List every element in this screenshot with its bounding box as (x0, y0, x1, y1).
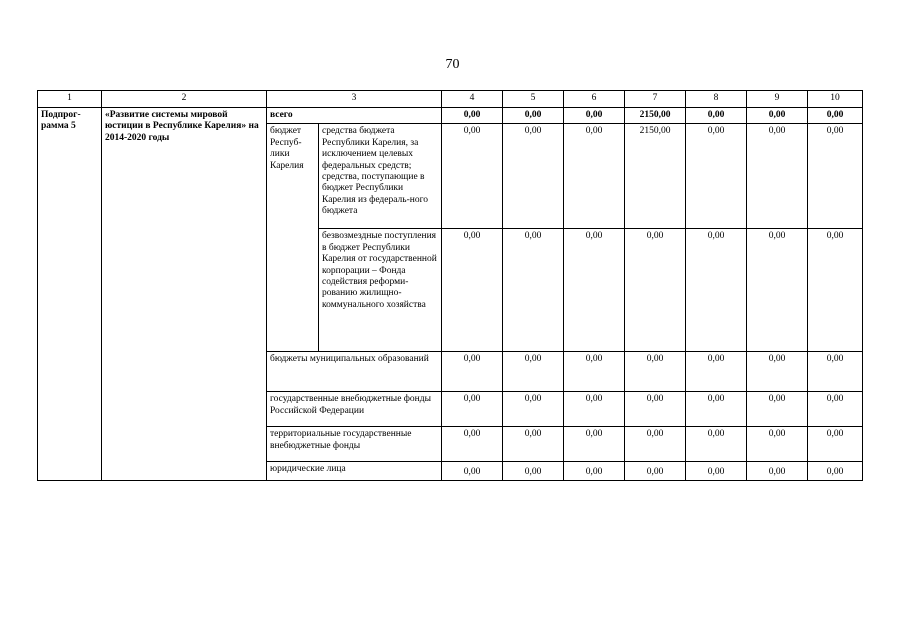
value-cell: 0,00 (503, 124, 564, 229)
header-cell: 10 (808, 91, 863, 108)
value-cell: 0,00 (442, 124, 503, 229)
value-cell: 0,00 (442, 108, 503, 124)
row-label: всего (267, 108, 442, 124)
program-name: «Развитие системы мировой юстиции в Республике Карелия» на 2014-2020 годы (102, 108, 267, 481)
value-cell: 0,00 (686, 392, 747, 427)
value-cell: 0,00 (625, 427, 686, 462)
value-cell: 0,00 (686, 124, 747, 229)
value-cell: 0,00 (503, 462, 564, 481)
value-cell: 2150,00 (625, 108, 686, 124)
header-cell: 6 (564, 91, 625, 108)
value-cell: 0,00 (625, 462, 686, 481)
header-cell: 3 (267, 91, 442, 108)
value-cell: 0,00 (747, 392, 808, 427)
value-cell: 0,00 (442, 229, 503, 352)
row-label: юридические лица (267, 462, 442, 481)
value-cell: 0,00 (503, 229, 564, 352)
value-cell: 0,00 (747, 427, 808, 462)
value-cell: 0,00 (564, 462, 625, 481)
row-label: территориальные государственные внебюджетные фонды (267, 427, 442, 462)
row-label: средства бюджета Республики Карелия, за исключением целевых федеральных средств; средства, поступающие в бюджет Республики Карелия из федераль-ного бюджета (319, 124, 442, 229)
value-cell: 0,00 (808, 392, 863, 427)
budget-table (37, 90, 863, 481)
value-cell: 0,00 (564, 392, 625, 427)
value-cell: 0,00 (503, 108, 564, 124)
value-cell: 0,00 (686, 108, 747, 124)
value-cell: 0,00 (625, 229, 686, 352)
value-cell: 0,00 (747, 352, 808, 392)
value-cell: 0,00 (686, 229, 747, 352)
value-cell: 0,00 (808, 352, 863, 392)
value-cell: 0,00 (686, 352, 747, 392)
header-cell: 7 (625, 91, 686, 108)
value-cell: 0,00 (625, 392, 686, 427)
header-cell: 4 (442, 91, 503, 108)
value-cell: 0,00 (808, 108, 863, 124)
value-cell: 0,00 (442, 392, 503, 427)
value-cell: 0,00 (564, 229, 625, 352)
value-cell: 0,00 (503, 392, 564, 427)
header-cell: 5 (503, 91, 564, 108)
header-cell: 9 (747, 91, 808, 108)
value-cell: 0,00 (503, 427, 564, 462)
value-cell: 0,00 (808, 462, 863, 481)
value-cell: 0,00 (747, 462, 808, 481)
table-row-total (38, 108, 863, 124)
value-cell: 0,00 (747, 124, 808, 229)
row-label: безвозмездные поступления в бюджет Республики Карелия от государственной корпорации – Фонда содействия реформи-рованию жилищно-коммунального хозяйства (319, 229, 442, 352)
header-cell: 2 (102, 91, 267, 108)
value-cell: 0,00 (442, 427, 503, 462)
value-cell: 0,00 (808, 427, 863, 462)
budget-group-label: бюджет Респуб-лики Карелия (267, 124, 319, 352)
value-cell: 0,00 (564, 108, 625, 124)
value-cell: 0,00 (442, 352, 503, 392)
value-cell: 0,00 (564, 427, 625, 462)
header-cell: 8 (686, 91, 747, 108)
header-row (38, 91, 863, 108)
value-cell: 0,00 (808, 229, 863, 352)
header-cell: 1 (38, 91, 102, 108)
program-code: Подпрог-рамма 5 (38, 108, 102, 481)
page-number: 70 (445, 57, 460, 72)
row-label: государственные внебюджетные фонды Российской Федерации (267, 392, 442, 427)
value-cell: 2150,00 (625, 124, 686, 229)
value-cell: 0,00 (686, 427, 747, 462)
value-cell: 0,00 (564, 124, 625, 229)
value-cell: 0,00 (503, 352, 564, 392)
value-cell: 0,00 (625, 352, 686, 392)
value-cell: 0,00 (808, 124, 863, 229)
value-cell: 0,00 (747, 229, 808, 352)
value-cell: 0,00 (686, 462, 747, 481)
value-cell: 0,00 (564, 352, 625, 392)
row-label: бюджеты муниципальных образований (267, 352, 442, 392)
value-cell: 0,00 (747, 108, 808, 124)
value-cell: 0,00 (442, 462, 503, 481)
